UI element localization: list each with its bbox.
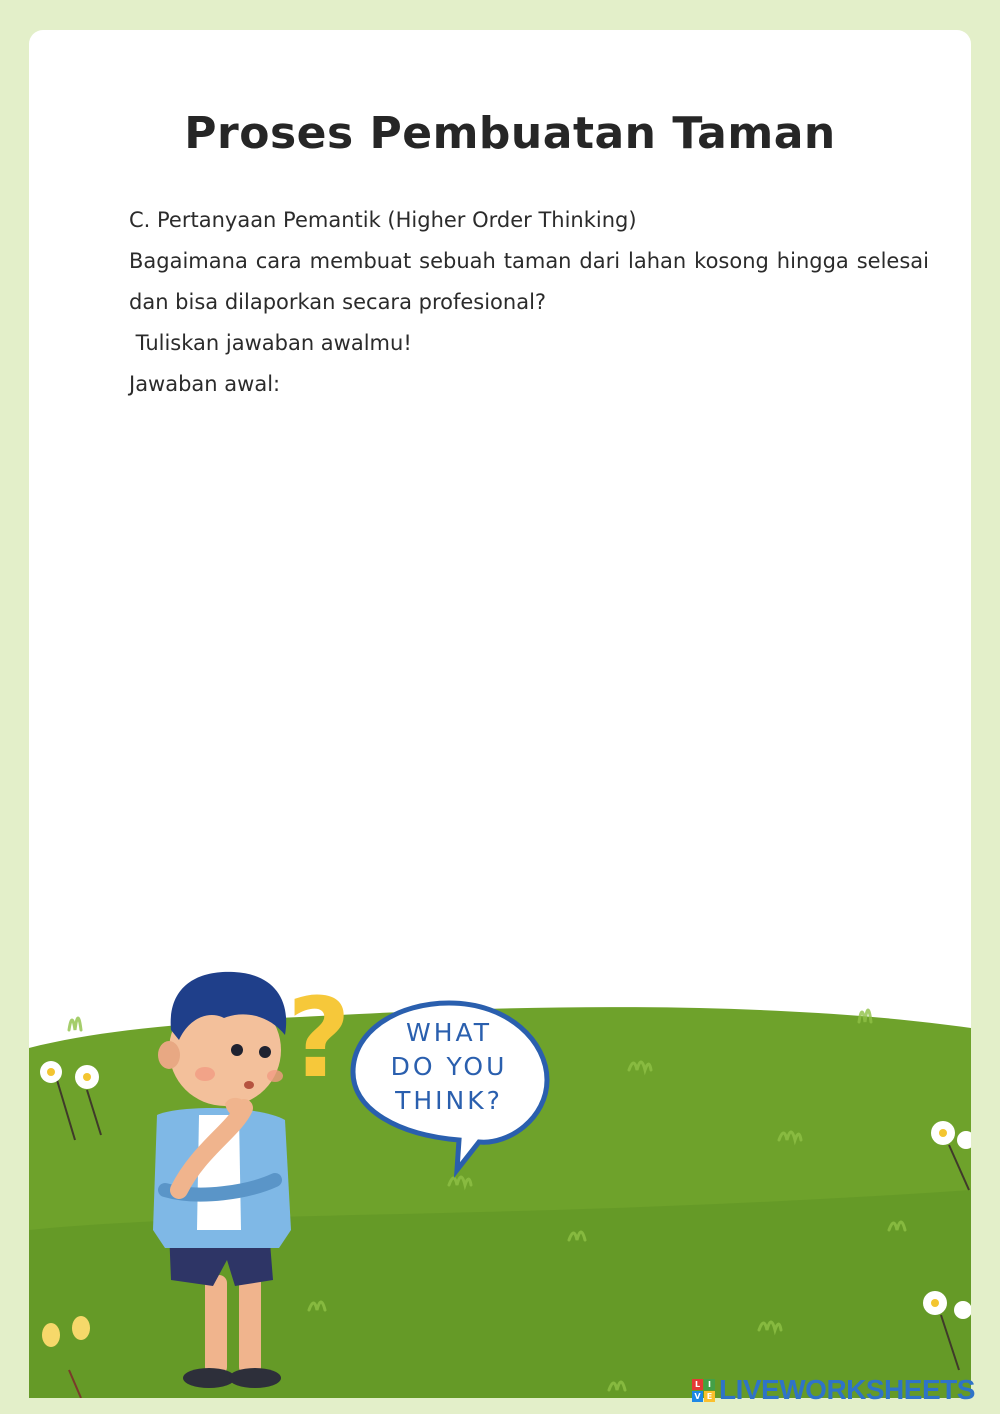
brand-name: LIVEWORKSHEETS bbox=[719, 1374, 975, 1405]
instruction-text: Tuliskan jawaban awalmu! bbox=[129, 331, 412, 355]
liveworksheets-logo[interactable] bbox=[692, 1374, 975, 1406]
section-heading: C. Pertanyaan Pemantik (Higher Order Thinking) bbox=[129, 208, 637, 232]
speech-bubble-text bbox=[354, 1016, 544, 1118]
page-title: Proses Pembuatan Taman bbox=[184, 108, 836, 159]
answer-label: Jawaban awal: bbox=[129, 372, 281, 396]
question-mark-icon: ? bbox=[287, 974, 351, 1102]
meadow-illustration bbox=[29, 930, 971, 1398]
bubble-line-3: THINK? bbox=[395, 1086, 503, 1115]
logo-grid-icon: L I V E bbox=[692, 1379, 715, 1402]
worksheet-content bbox=[129, 200, 929, 405]
bubble-line-1: WHAT bbox=[406, 1018, 492, 1047]
question-text: Bagaimana cara membuat sebuah taman dari lahan kosong hingga selesai dan bisa dilaporkan secara profesional? bbox=[129, 249, 929, 314]
bubble-line-2: DO YOU bbox=[390, 1052, 508, 1081]
